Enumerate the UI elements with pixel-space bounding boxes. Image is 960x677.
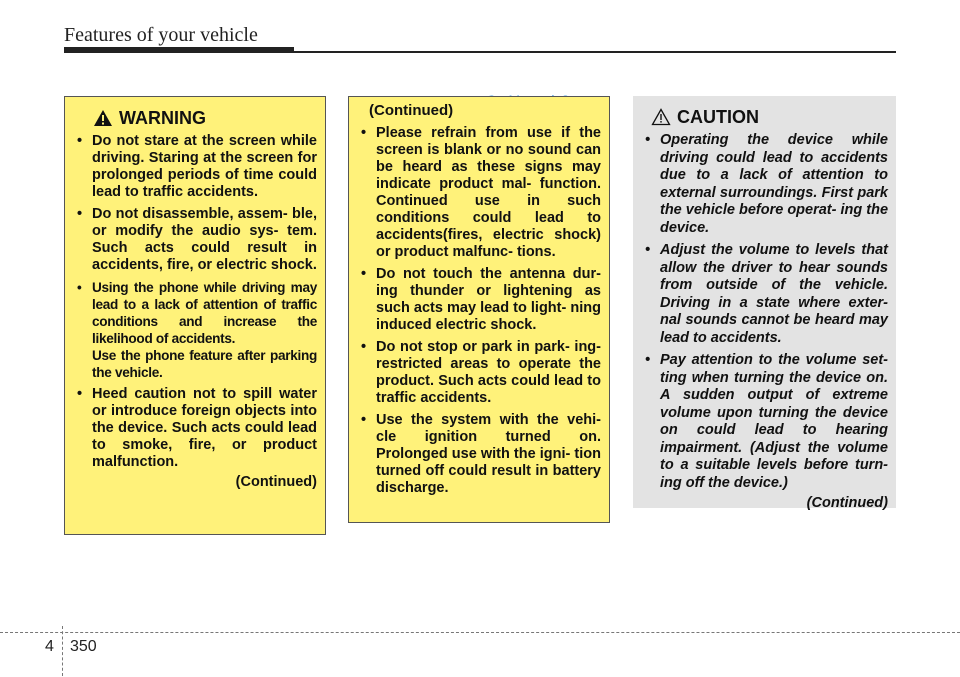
warning-item: • Heed caution not to spill water or introduce foreign objects into the device. Such acts could lead to smoke, fire, or product malfunction.	[73, 386, 317, 471]
warning-list	[73, 133, 317, 471]
footer-rule	[0, 632, 960, 633]
continued-list	[357, 125, 601, 497]
footer-divider	[62, 626, 63, 676]
warning-heading-text: WARNING	[119, 107, 206, 128]
warning-item-text: Using the phone while driving may lead to a lack of attention of traffic conditions and increase the likelihood of accidents.	[92, 280, 317, 346]
warning-item	[73, 279, 317, 381]
caution-heading-text: CAUTION	[677, 106, 759, 127]
caution-item: • Pay attention to the volume set- ting when turning the device on. A sudden output of extreme volume upon turning the device on could lead to hearing impairment. (Adjust the volume to a suitable levels before turn- ing off the device.)	[641, 352, 888, 492]
section-number: 4	[45, 638, 54, 655]
continued-item: • Use the system with the vehi- cle ignition turned on. Prolonged use with the igni- tion turned off could result in battery discharge.	[357, 412, 601, 497]
caution-continued: (Continued)	[806, 495, 888, 511]
page-header-title: Features of your vehicle	[64, 24, 258, 46]
caution-item: • Operating the device while driving could lead to accidents due to a lack of attention to external surroundings. First park the vehicle before operat- ing the device.	[641, 132, 888, 237]
caution-heading	[651, 106, 888, 128]
continued-item: • Please refrain from use if the screen is blank or no sound can be heard as these signs may indicate product mal- function. Continued use in such conditions could lead to accidents(fires, electric shock) or product malfunc- tions.	[357, 125, 601, 261]
continued-box	[348, 96, 610, 523]
caution-item: • Adjust the volume to levels that allow the driver to hear sounds from outside of the vehicle. Driving in a state where exter- nal sounds cannot be heard may lead to accidents.	[641, 242, 888, 347]
continued-item: • Do not touch the antenna dur- ing thunder or lightening as such acts may lead to light- ning induced electric shock.	[357, 266, 601, 334]
warning-continued: (Continued)	[235, 474, 317, 490]
caution-list	[641, 132, 888, 492]
caution-box	[633, 96, 896, 511]
warning-item: • Do not disassemble, assem- ble, or modify the audio sys- tem. Such acts could result in accidents, fire, or electric shock.	[73, 206, 317, 274]
caution-triangle-icon	[651, 108, 671, 126]
warning-item-extra: Use the phone feature after parking the vehicle.	[92, 348, 317, 380]
warning-box	[64, 96, 326, 535]
page-number: 350	[70, 638, 97, 655]
continued-heading: (Continued)	[369, 102, 454, 119]
continued-item: • Do not stop or park in park- ing-restricted areas to operate the product. Such acts could lead to traffic accidents.	[357, 339, 601, 407]
warning-heading	[93, 107, 317, 129]
warning-triangle-icon	[93, 109, 113, 127]
header-rule	[64, 51, 896, 53]
warning-item: • Do not stare at the screen while driving. Staring at the screen for prolonged periods of time could lead to traffic accidents.	[73, 133, 317, 201]
